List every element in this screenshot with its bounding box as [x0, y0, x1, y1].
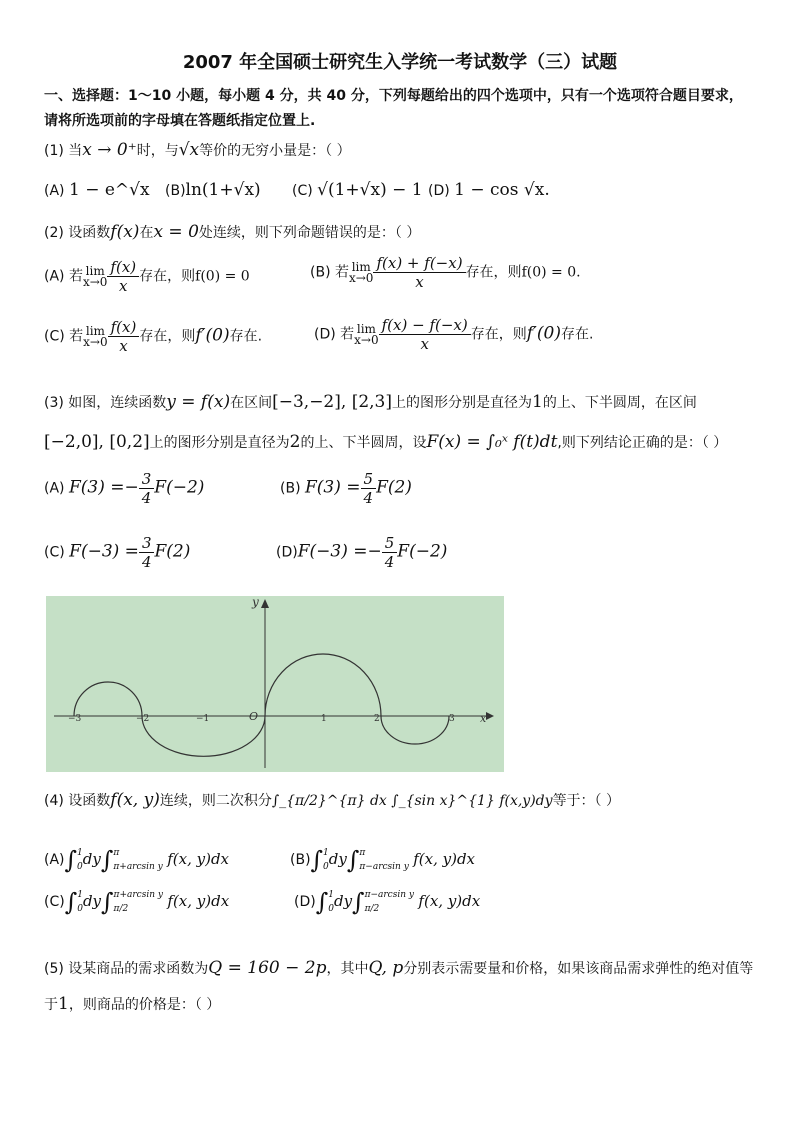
q3-option-c: (C) F(−3) = $\frac{3}{4}$ F(2)	[44, 534, 191, 571]
question-3-stem-line1: (3) 如图，连续函数y = f(x)在区间[−3,−2], [2,3]上的图形分别是直径为1的上、下半圆周，在区间	[44, 392, 697, 412]
question-2-stem: (2) 设函数f(x)在x = 0处连续，则下列命题错误的是：（ ）	[44, 222, 421, 242]
tick-label: −1	[196, 714, 210, 724]
q2-option-d: (D) 若 lim x→0 $\frac{f(x) - f(-x)}{x}$ 存在，则f′(0)存在.	[314, 316, 594, 353]
tick-label: −3	[68, 714, 82, 724]
q1-option-a: (A) 1 − e^√x	[44, 180, 150, 200]
q4-option-d: (D)∫1 0dy∫π−arcsin y π/2 f(x, y)dx	[294, 888, 481, 916]
curve-upper-semicircle-mid-right	[265, 654, 381, 716]
tick-label: −2	[136, 714, 150, 724]
question-3-stem-line2: [−2,0], [0,2]上的图形分别是直径为2的上、下半圆周，设F(x) = ∫₀ˣ f(t)dt,则下列结论正确的是：（ ）	[44, 432, 728, 452]
question-5-stem-line2: 于1，则商品的价格是：（ ）	[44, 994, 221, 1014]
q3-option-b: (B) F(3) = $\frac{5}{4}$ F(2)	[280, 470, 412, 507]
graph-svg	[46, 596, 504, 772]
y-axis-label: y	[252, 596, 259, 609]
page-title: 2007 年全国硕士研究生入学统一考试数学（三）试题	[182, 52, 618, 73]
q4-option-a: (A)∫1 0dy∫π π+arcsin y f(x, y)dx	[44, 846, 230, 874]
q1-expr: √x	[178, 140, 200, 160]
tick-label: 1	[321, 714, 327, 724]
q3-function-graph	[46, 596, 504, 772]
x-axis-arrow-icon	[486, 712, 494, 720]
q2-option-b: (B) 若 lim x→0 $\frac{f(x) + f(-x)}{x}$ 存在，则f(0) = 0.	[310, 254, 581, 291]
tick-label: 3	[449, 714, 455, 724]
q4-option-c: (C)∫1 0dy∫π+arcsin y π/2 f(x, y)dx	[44, 888, 230, 916]
curve-upper-semicircle-left	[74, 682, 142, 716]
section-instructions-line1: 一、选择题：1～10 小题，每小题 4 分，共 40 分，下列每题给出的四个选项中，只有一个选项符合题目要求，	[44, 88, 743, 104]
q1-option-c: (C) √(1+√x) − 1	[292, 180, 423, 200]
q2-option-c: (C) 若 lim x→0 $\frac{f(x)}{x}$ 存在，则f′(0)存在.	[44, 318, 263, 355]
section-instructions-line2: 请将所选项前的字母填在答题纸指定位置上.	[44, 113, 316, 129]
q4-option-b: (B)∫1 0dy∫π π−arcsin y f(x, y)dx	[290, 846, 476, 874]
question-5-stem-line1: (5) 设某商品的需求函数为Q = 160 − 2p，其中Q, p分别表示需要量和价格，如果该商品需求弹性的绝对值等	[44, 958, 754, 978]
q1-option-d: (D) 1 − cos √x.	[428, 180, 550, 200]
q1-option-b: (B)ln(1+√x)	[165, 180, 261, 200]
q2-option-a: (A) 若 lim x→0 $\frac{f(x)}{x}$ 存在，则f(0) = 0	[44, 258, 250, 295]
tick-label: 2	[374, 714, 380, 724]
x-axis-label: x	[480, 712, 487, 725]
question-4-stem: (4) 设函数f(x, y)连续，则二次积分∫_{π/2}^{π} dx ∫_{sin x}^{1} f(x,y)dy等于：（ ）	[44, 790, 621, 810]
q1-limit: x → 0⁺	[82, 140, 137, 160]
q3-option-a: (A) F(3) =− $\frac{3}{4}$ F(−2)	[44, 470, 205, 507]
q3-option-d: (D)F(−3) =− $\frac{5}{4}$ F(−2)	[276, 534, 448, 571]
curve-lower-semicircle-right	[381, 716, 449, 744]
origin-label: O	[249, 710, 259, 723]
y-axis-arrow-icon	[261, 599, 269, 608]
q4-integral: ∫_{π/2}^{π} dx ∫_{sin x}^{1} f(x,y)dy	[271, 793, 553, 809]
question-1-stem: (1) 当x → 0⁺时，与√x等价的无穷小量是：（ ）	[44, 140, 351, 160]
